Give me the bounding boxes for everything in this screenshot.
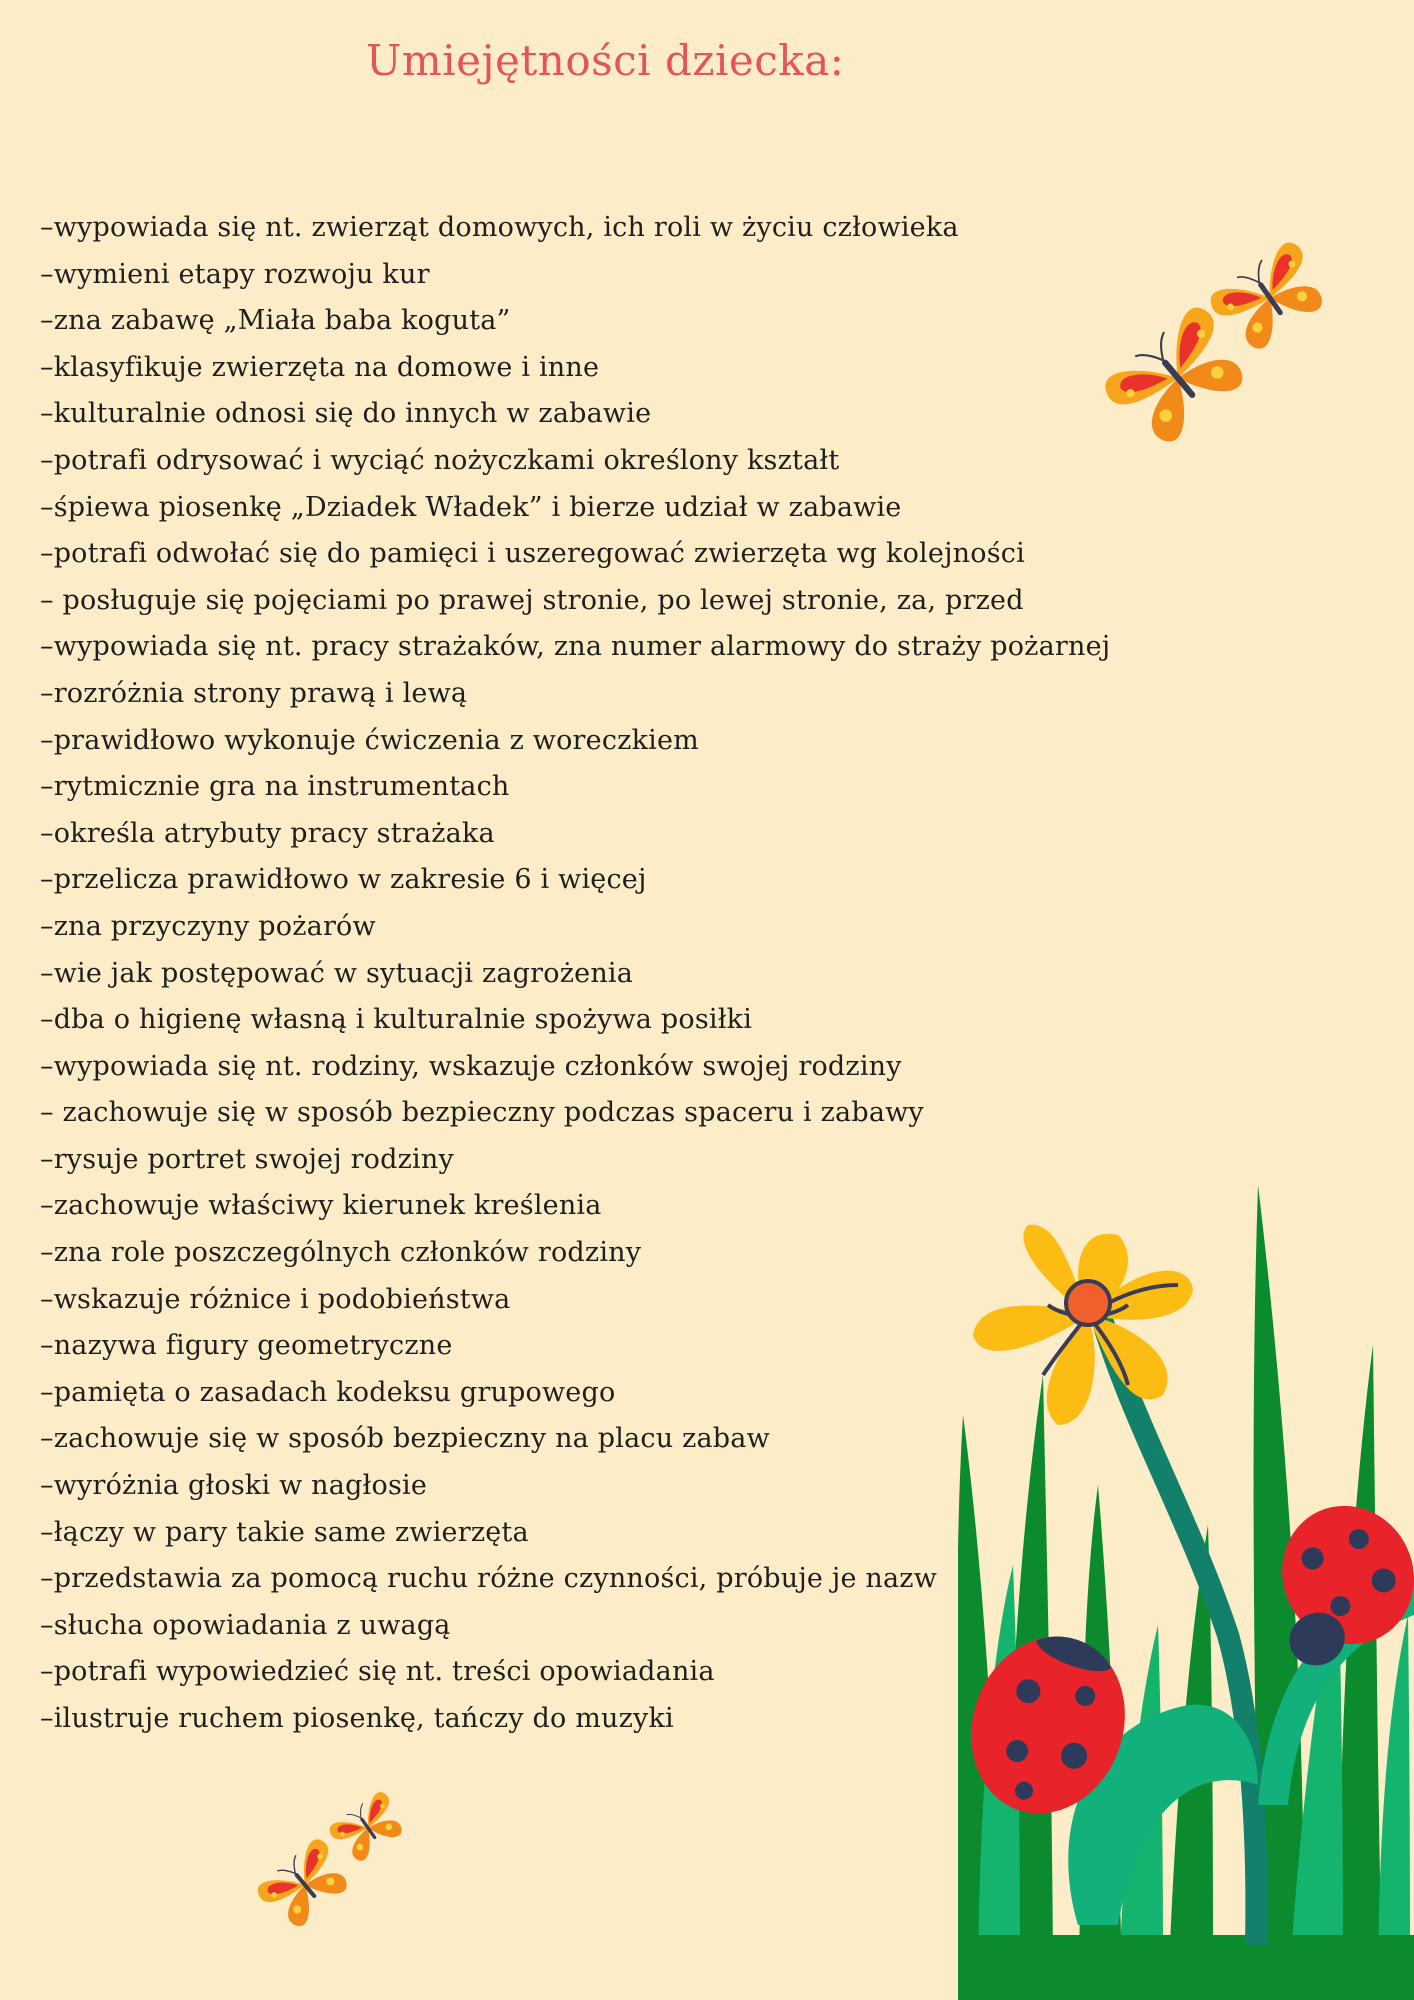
skill-item: –wymieni etapy rozwoju kur xyxy=(40,258,430,290)
skill-item: –zachowuje właściwy kierunek kreślenia xyxy=(40,1190,602,1222)
skill-item: –zna zabawę „Miała baba koguta” xyxy=(40,305,511,337)
butterfly-icon xyxy=(254,1836,357,1935)
butterfly-icon xyxy=(1206,238,1335,359)
butterfly-icon xyxy=(327,1789,410,1867)
skill-item: –pamięta o zasadach kodeksu grupowego xyxy=(40,1376,616,1408)
skill-item: –zna role poszczególnych członków rodziny xyxy=(40,1237,642,1269)
skill-item: –dba o higienę własną i kulturalnie spożywa posiłki xyxy=(40,1004,753,1036)
skill-item: –wypowiada się nt. pracy strażaków, zna numer alarmowy do straży pożarnej xyxy=(40,631,1111,663)
skill-item: –potrafi odwołać się do pamięci i uszeregować zwierzęta wg kolejności xyxy=(40,538,1025,570)
skill-item: –kulturalnie odnosi się do innych w zabawie xyxy=(40,398,652,430)
butterflies-bottom xyxy=(250,1780,420,1940)
skill-item: –prawidłowo wykonuje ćwiczenia z woreczkiem xyxy=(40,724,699,756)
flower-icon xyxy=(973,1225,1193,1425)
butterflies-top xyxy=(1090,228,1350,468)
page-title: Umiejętności dziecka: xyxy=(366,36,845,85)
skill-item: –rytmicznie gra na instrumentach xyxy=(40,771,510,803)
butterfly-icon xyxy=(1099,302,1257,455)
skill-item: –rysuje portret swojej rodziny xyxy=(40,1143,454,1175)
skill-item: –przedstawia za pomocą ruchu różne czynności, próbuje je nazw xyxy=(40,1563,938,1595)
skill-item: –zachowuje się w sposób bezpieczny na placu zabaw xyxy=(40,1423,770,1455)
skill-item: –rozróżnia strony prawą i lewą xyxy=(40,677,468,709)
skill-item: –wypowiada się nt. rodziny, wskazuje członków swojej rodziny xyxy=(40,1050,902,1082)
skill-item: –wskazuje różnice i podobieństwa xyxy=(40,1283,511,1315)
skill-item: –wypowiada się nt. zwierząt domowych, ich roli w życiu człowieka xyxy=(40,212,959,243)
skill-item: –łączy w pary takie same zwierzęta xyxy=(40,1516,529,1548)
skill-item: –potrafi wypowiedzieć się nt. treści opowiadania xyxy=(40,1656,715,1688)
skill-item: –wyróżnia głoski w nagłosie xyxy=(40,1470,428,1502)
skill-item: –wie jak postępować w sytuacji zagrożenia xyxy=(40,957,634,989)
skills-list xyxy=(40,205,1110,1743)
garden-illustration xyxy=(958,1185,1414,2000)
skill-item: –ilustruje ruchem piosenkę, tańczy do muzyki xyxy=(40,1703,674,1734)
skill-item: –śpiewa piosenkę „Dziadek Władek” i bierze udział w zabawie xyxy=(40,491,902,523)
skill-item: –nazywa figury geometryczne xyxy=(40,1330,453,1362)
skill-item: –przelicza prawidłowo w zakresie 6 i więcej xyxy=(40,864,647,896)
skill-item: –określa atrybuty pracy strażaka xyxy=(40,817,495,849)
skill-item: –klasyfikuje zwierzęta na domowe i inne xyxy=(40,351,600,383)
skill-item: – posługuje się pojęciami po prawej stronie, po lewej stronie, za, przed xyxy=(40,584,1024,616)
skill-item: –potrafi odrysować i wyciąć nożyczkami określony kształt xyxy=(40,444,840,476)
skill-item: –zna przyczyny pożarów xyxy=(40,910,376,942)
skill-item: –słucha opowiadania z uwagą xyxy=(40,1609,451,1641)
skill-item: – zachowuje się w sposób bezpieczny podczas spaceru i zabawy xyxy=(40,1097,924,1129)
